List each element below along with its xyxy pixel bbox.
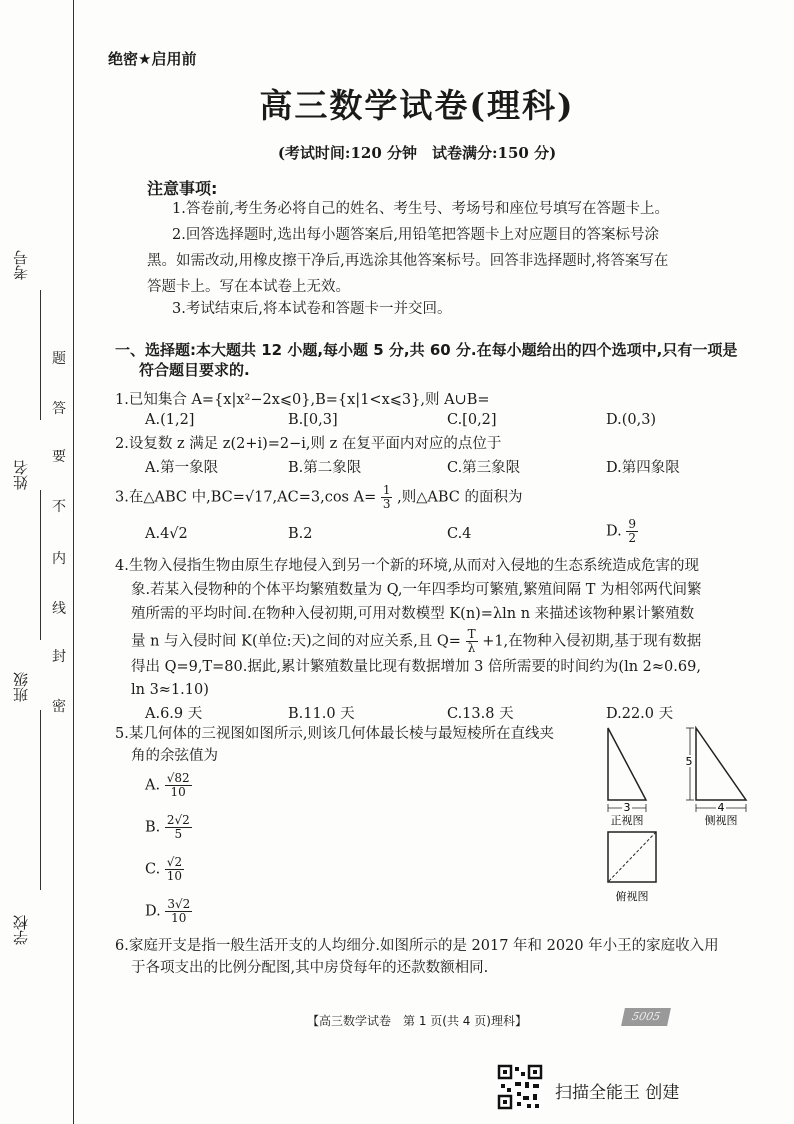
stem-part: ,则△ABC 的面积为 — [397, 489, 523, 506]
label-exam-no: 考号 — [12, 250, 30, 280]
question-4-line: 象.若某入侵物种的个体平均繁殖数量为 Q,一年四季均可繁殖,繁殖间隔 T 为相邻两代间繁 — [131, 582, 702, 598]
top-view — [608, 832, 656, 903]
fraction — [626, 518, 638, 545]
option: B.11.0 天 — [288, 706, 355, 722]
option-label: D. — [145, 903, 161, 920]
option: D.第四象限 — [606, 460, 680, 476]
numerator: T — [467, 627, 476, 641]
page-footer: 【高三数学试卷 第 1 页(共 4 页)理科】 — [307, 1014, 527, 1028]
stem-part: +1,在物种入侵初期,基于现有数据 — [482, 633, 702, 650]
label-class: 班级 — [12, 672, 30, 702]
option: A.第一象限 — [145, 460, 219, 476]
fraction — [165, 772, 192, 799]
option: C.13.8 天 — [447, 706, 514, 722]
dim-side-height: 5 — [685, 755, 693, 768]
option: A.(1,2] — [145, 412, 195, 428]
option: C.第三象限 — [447, 460, 521, 476]
qr-code-icon — [497, 1064, 543, 1110]
option-label: A. — [145, 777, 161, 794]
secret-mark: 绝密★启用前 — [108, 50, 197, 68]
question-5-line: 5.某几何体的三视图如图所示,则该几何体最长棱与最短棱所在直线夹 — [115, 726, 554, 742]
denominator: 10 — [166, 869, 183, 883]
notice-item: 答题卡上。写在本试卷上无效。 — [147, 279, 350, 295]
fraction — [381, 484, 393, 511]
binding-strip — [0, 0, 92, 1124]
notice-item: 2.回答选择题时,选出每小题答案后,用铅笔把答题卡上对应题目的答案标号涂 — [172, 227, 660, 243]
option: B.2 — [288, 526, 313, 542]
question-4-line: 4.生物入侵指生物由原生存地侵入到另一个新的环境,从而对入侵地的生态系统造成危害的现 — [115, 558, 699, 574]
binding-line — [73, 0, 74, 1124]
side-view-label: 侧视图 — [704, 814, 738, 827]
seal-char: 答 — [52, 401, 66, 417]
denominator: λ — [467, 641, 476, 655]
section-line: 符合题目要求的. — [139, 361, 250, 379]
option — [145, 772, 192, 799]
denominator: 5 — [174, 827, 183, 841]
page-title: 高三数学试卷(理科) — [259, 86, 575, 125]
seal-char: 密 — [52, 699, 66, 715]
option: D.22.0 天 — [606, 706, 674, 722]
blank-line — [40, 490, 41, 640]
numerator: 2√2 — [166, 813, 190, 827]
label-name: 姓名 — [12, 460, 30, 490]
question-4-line: ln 3≈1.10) — [131, 682, 209, 698]
section-heading — [115, 340, 775, 380]
notice-item: 3.考试结束后,将本试卷和答题卡一并交回。 — [172, 301, 452, 317]
numerator: √2 — [166, 855, 183, 869]
option — [145, 814, 192, 841]
seal-char: 封 — [52, 649, 66, 665]
question-2-stem: 2.设复数 z 满足 z(2+i)=2−i,则 z 在复平面内对应的点位于 — [115, 436, 502, 452]
option: D.(0,3) — [606, 412, 657, 428]
denominator: 10 — [171, 911, 187, 925]
seal-char: 线 — [52, 601, 66, 617]
fraction — [466, 628, 478, 655]
scanner-credit: 扫描全能王 创建 — [555, 1083, 680, 1103]
stem-part: 量 n 与入侵时间 K(单位:天)之间的对应关系,且 Q= — [131, 633, 461, 650]
notice-heading: 注意事项: — [147, 179, 218, 198]
question-5-line: 角的余弦值为 — [131, 748, 218, 764]
seal-char: 要 — [52, 449, 66, 465]
denominator: 2 — [628, 531, 636, 545]
blank-line — [40, 290, 41, 420]
print-stamp: 5005 — [621, 1008, 671, 1026]
option: A.6.9 天 — [145, 706, 203, 722]
fraction — [165, 814, 192, 841]
seal-char: 不 — [52, 499, 66, 515]
dim-front: 3 — [623, 801, 631, 814]
blank-line — [40, 710, 41, 890]
denominator: 10 — [170, 785, 186, 799]
option: C.[0,2] — [447, 412, 497, 428]
option: B.[0,3] — [288, 412, 338, 428]
option-label: D. — [606, 523, 622, 540]
option: C.4 — [447, 526, 472, 542]
question-3-stem — [115, 484, 522, 511]
label-school: 学校 — [12, 915, 30, 945]
question-6-line: 于各项支出的比例分配图,其中房贷每年的还款数额相同. — [131, 960, 489, 976]
denominator: 3 — [382, 497, 391, 511]
side-view — [684, 728, 746, 827]
front-view-label: 正视图 — [610, 814, 644, 827]
dim-side-width: 4 — [717, 801, 725, 814]
numerator: √82 — [166, 771, 190, 785]
option-d — [606, 518, 638, 545]
top-view-label: 俯视图 — [615, 890, 649, 903]
section-line: 一、选择题:本大题共 12 小题,每小题 5 分,共 60 分.在每小题给出的四个选项中,只有一项是 — [115, 341, 738, 359]
notice-item: 1.答卷前,考生务必将自己的姓名、考生号、考场号和座位号填写在答题卡上。 — [172, 201, 669, 217]
question-4-line: 殖所需的平均时间.在物种入侵初期,可用对数模型 K(n)=λln n 来描述该物种累计繁殖数 — [131, 606, 695, 622]
numerator: 3√2 — [167, 897, 191, 911]
option — [145, 856, 184, 883]
notice-item: 黑。如需改动,用橡皮擦干净后,再选涂其他答案标号。回答非选择题时,将答案写在 — [147, 253, 669, 269]
exam-info: (考试时间:120 分钟 试卷满分:150 分) — [277, 144, 557, 162]
stem-part: 3.在△ABC 中,BC=√17,AC=3,cos A= — [115, 489, 377, 506]
question-4-line — [131, 628, 701, 655]
option-label: C. — [145, 861, 161, 878]
seal-char: 内 — [52, 551, 66, 567]
question-4-line: 得出 Q=9,T=80.据此,累计繁殖数量比现有数据增加 3 倍所需要的时间约为(ln 2≈0.69, — [131, 659, 701, 675]
seal-char: 题 — [52, 351, 66, 367]
option — [145, 898, 192, 925]
option: A.4√2 — [145, 526, 188, 542]
fraction — [165, 856, 184, 883]
question-6-line: 6.家庭开支是指一般生活开支的人均细分.如图所示的是 2017 年和 2020 年小王的家庭收入用 — [115, 938, 719, 954]
option: B.第二象限 — [288, 460, 362, 476]
numerator: 1 — [382, 483, 391, 497]
fraction — [165, 898, 192, 925]
option-label: B. — [145, 819, 161, 836]
question-1-stem: 1.已知集合 A={x|x²−2x⩽0},B={x|1<x⩽3},则 A∪B= — [115, 392, 490, 408]
three-view-figure — [598, 720, 758, 930]
numerator: 9 — [628, 517, 636, 531]
front-view — [608, 728, 646, 827]
